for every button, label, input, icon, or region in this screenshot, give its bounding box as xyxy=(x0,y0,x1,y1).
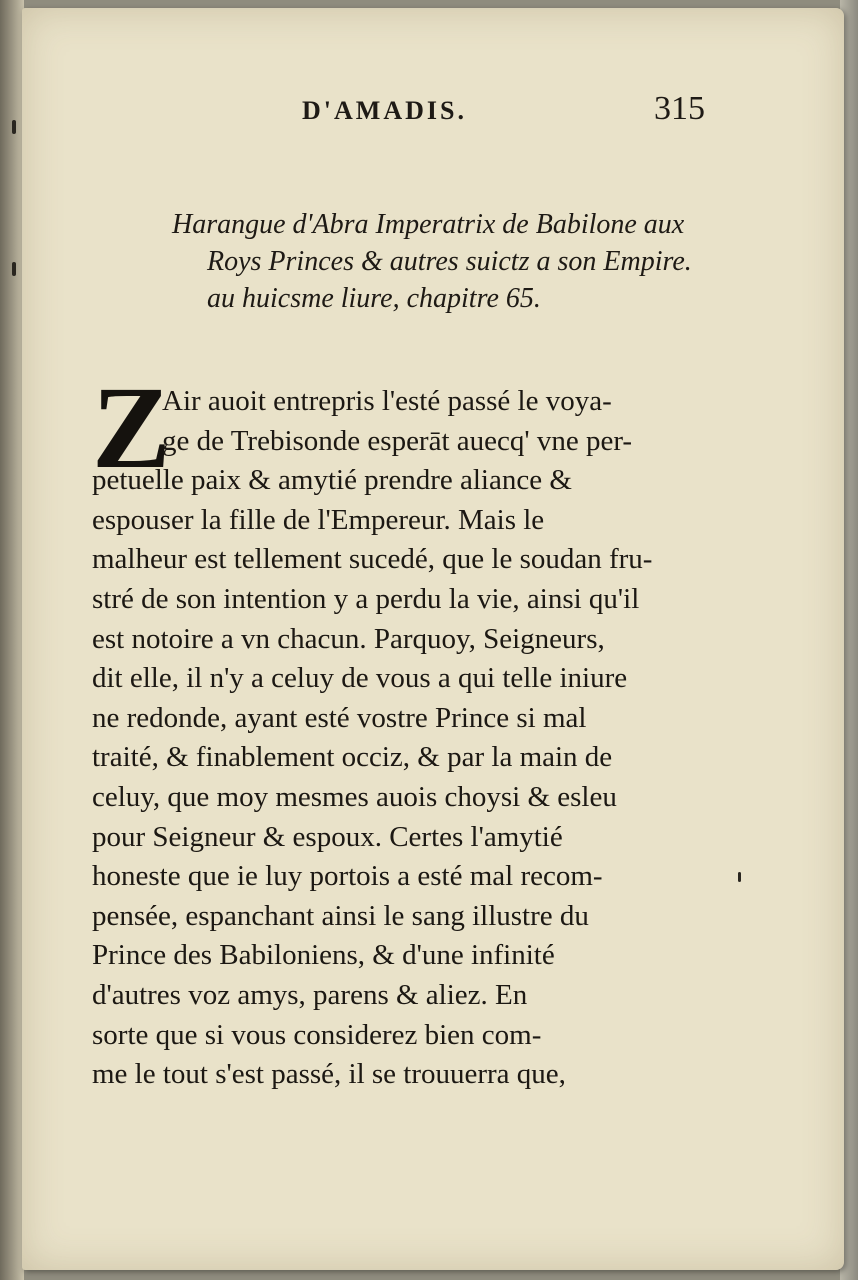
body-line: malheur est tellement sucedé, que le soudan fru- xyxy=(92,543,653,576)
body-line: celuy, que moy mesmes auois choysi & esleu xyxy=(92,780,617,813)
body-text xyxy=(92,382,732,1095)
body-line: ge de Trebisonde esperāt auecq' vne per- xyxy=(162,424,633,457)
running-title: D'AMADIS. xyxy=(302,96,467,125)
body-line: espouser la fille de l'Empereur. Mais le xyxy=(92,503,545,536)
body-line: traité, & finablement occiz, & par la main de xyxy=(92,741,613,774)
body-line: est notoire a vn chacun. Parquoy, Seigneurs, xyxy=(92,622,605,655)
margin-mark xyxy=(738,872,741,882)
body-line: Prince des Babiloniens, & d'une infinité xyxy=(92,939,555,972)
body-line: pensée, espanchant ainsi le sang illustre du xyxy=(92,899,589,932)
chapter-heading xyxy=(172,206,732,317)
body-line: sorte que si vous considerez bien com- xyxy=(92,1018,542,1051)
heading-line: Roys Princes & autres suictz a son Empire. xyxy=(207,246,692,277)
body-line: honeste que ie luy portois a esté mal recom- xyxy=(92,860,603,893)
body-line: me le tout s'est passé, il se trouuerra que, xyxy=(92,1058,566,1091)
left-page-edge xyxy=(0,0,24,1280)
body-line: d'autres voz amys, parens & aliez. En xyxy=(92,978,528,1011)
body-line: ne redonde, ayant esté vostre Prince si mal xyxy=(92,701,587,734)
page-number: 315 xyxy=(654,90,705,127)
body-line: Air auoit entrepris l'esté passé le voya- xyxy=(162,385,612,417)
body-line: pour Seigneur & espoux. Certes l'amytié xyxy=(92,820,563,853)
drop-cap: Z xyxy=(92,362,171,493)
binding-mark xyxy=(12,120,16,134)
page-header xyxy=(22,90,844,136)
body-line: dit elle, il n'y a celuy de vous a qui telle iniure xyxy=(92,662,628,695)
heading-line: Harangue d'Abra Imperatrix de Babilone aux xyxy=(172,209,685,240)
body-line: stré de son intention y a perdu la vie, ainsi qu'il xyxy=(92,582,640,615)
heading-line: au huicsme liure, chapitre 65. xyxy=(207,283,541,314)
body-line: petuelle paix & amytié prendre aliance & xyxy=(92,464,572,497)
binding-mark xyxy=(12,262,16,276)
